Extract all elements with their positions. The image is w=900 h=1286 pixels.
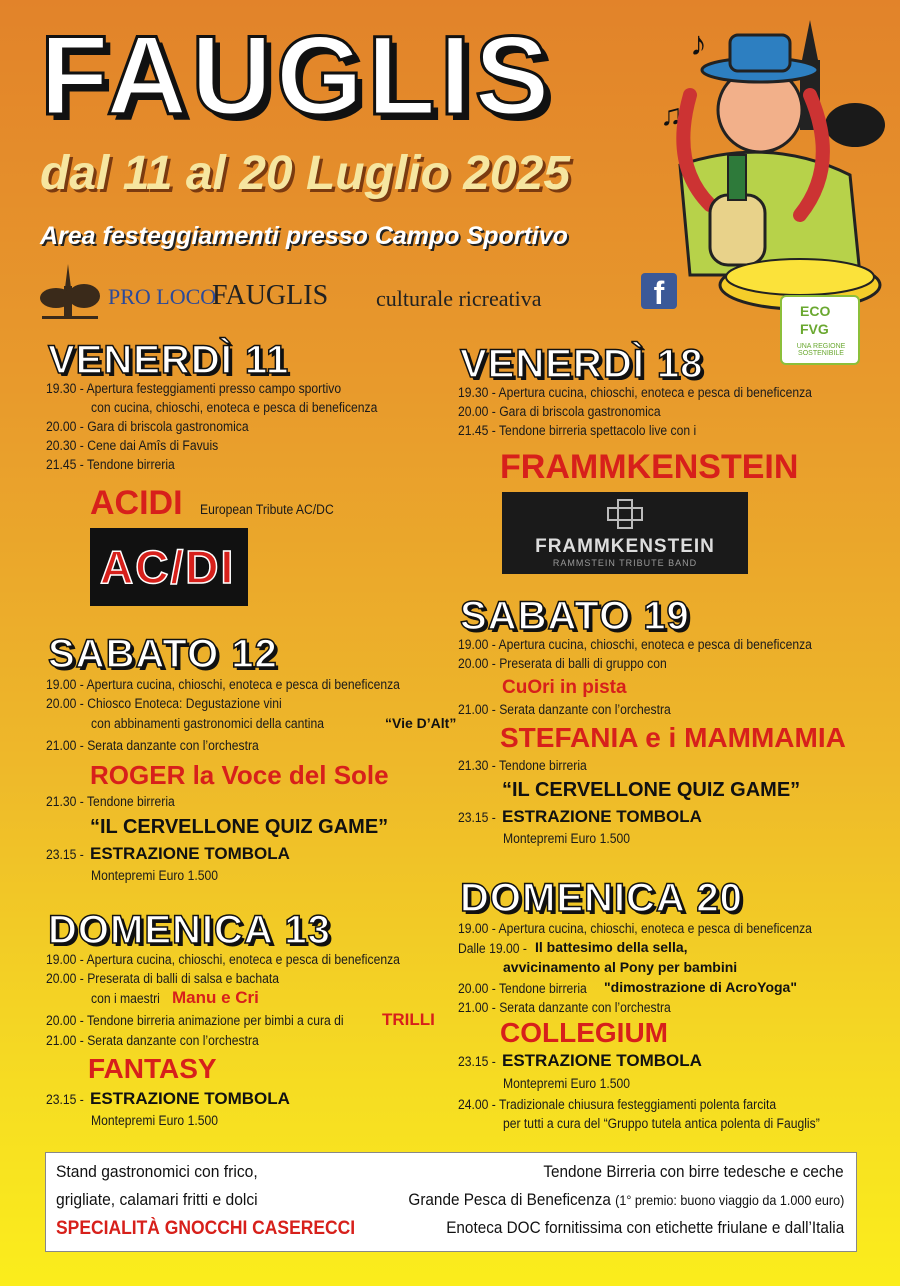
enoteca-line: Enoteca DOC fornitissima con etichette friulane e dall’Italia (446, 1218, 844, 1237)
festival-dates: dal 11 al 20 Luglio 2025 (40, 147, 571, 200)
prize-line: Montepremi Euro 1.500 (503, 1076, 630, 1091)
event-line: 21.00 - Serata danzante con l’orchestra (458, 1000, 671, 1015)
eco-fvg-badge (780, 295, 860, 365)
beer-tent-line: Tendone Birreria con birre tedesche e ceche (543, 1162, 844, 1181)
frammkenstein-logo-sub: RAMMSTEIN TRIBUTE BAND (552, 558, 698, 568)
group-name: CuOri in pista (502, 677, 627, 698)
tombola-title: ESTRAZIONE TOMBOLA (502, 807, 702, 826)
event-line: per tutti a cura del “Gruppo tutela antica polenta di Fauglis” (503, 1116, 820, 1131)
event-line: 20.00 - Preserata di balli di gruppo con (458, 656, 667, 671)
band-name: STEFANIA e i MAMMAMIA (500, 722, 846, 753)
acidi-logo-text: AC/DI (100, 541, 236, 593)
event-time: 23.15 - (458, 1054, 496, 1069)
event-line: 21.45 - Tendone birreria (46, 457, 175, 472)
festival-title: FAUGLIS (40, 13, 554, 138)
acidi-logo (90, 528, 248, 606)
facebook-icon[interactable]: f (641, 273, 677, 309)
prize-line: Montepremi Euro 1.500 (503, 831, 630, 846)
day-heading-domenica-20: DOMENICA 20 (460, 876, 743, 920)
pony-event: Il battesimo della sella, (535, 939, 688, 955)
svg-text:♫: ♫ (660, 99, 683, 132)
church-tree-logo-icon (38, 258, 104, 326)
event-line: 21.45 - Tendone birreria spettacolo live con i (458, 423, 697, 438)
winery-name: “Vie D’Alt” (385, 715, 457, 731)
event-line: 21.30 - Tendone birreria (46, 794, 175, 809)
event-line: con cucina, chioschi, enoteca e pesca di beneficenza (91, 400, 378, 415)
food-stand-line: grigliate, calamari fritti e dolci (56, 1190, 258, 1209)
quiz-title: “IL CERVELLONE QUIZ GAME” (90, 816, 389, 838)
event-line: con abbinamenti gastronomici della cantina (91, 716, 325, 731)
event-line: 19.30 - Apertura festeggiamenti presso campo sportivo (46, 381, 342, 396)
event-line: 21.00 - Serata danzante con l’orchestra (46, 1033, 259, 1048)
band-name: ACIDI (90, 484, 183, 522)
event-line: 24.00 - Tradizionale chiusura festeggiamenti polenta farcita (458, 1097, 777, 1112)
prize-line: Montepremi Euro 1.500 (91, 1113, 218, 1128)
tombola-title: ESTRAZIONE TOMBOLA (90, 1089, 290, 1108)
event-time: 23.15 - (458, 810, 496, 825)
quiz-title: “IL CERVELLONE QUIZ GAME” (502, 779, 801, 801)
charity-line (408, 1191, 844, 1208)
event-line: 19.00 - Apertura cucina, chioschi, enoteca e pesca di beneficenza (46, 952, 400, 967)
event-line: 21.00 - Serata danzante con l’orchestra (46, 738, 259, 753)
day-heading-venerdi-18: VENERDÌ 18 (460, 342, 704, 386)
tombola-title: ESTRAZIONE TOMBOLA (502, 1051, 702, 1070)
event-line: 20.00 - Tendone birreria animazione per bimbi a cura di (46, 1013, 344, 1028)
prize-line: Montepremi Euro 1.500 (91, 868, 218, 883)
proloco-subtitle: culturale ricreativa (376, 286, 542, 311)
event-line: 20.00 - Chiosco Enoteca: Degustazione vini (46, 696, 282, 711)
fvg-label: FVG (800, 321, 829, 337)
pony-event-detail: avvicinamento al Pony per bambini (503, 959, 738, 975)
animation-name: TRILLI (382, 1010, 435, 1029)
tombola-title: ESTRAZIONE TOMBOLA (90, 844, 290, 863)
day-heading-domenica-13: DOMENICA 13 (48, 908, 331, 952)
event-line: 20.00 - Tendone birreria (458, 981, 587, 996)
event-line: 20.00 - Gara di briscola gastronomica (458, 404, 661, 419)
eco-label: ECO (800, 303, 831, 319)
band-name: ROGER la Voce del Sole (90, 760, 389, 790)
food-stand-line: Stand gastronomici con frico, (56, 1162, 258, 1181)
mascot-illustration-icon (650, 15, 890, 335)
event-line: 19.30 - Apertura cucina, chioschi, enoteca e pesca di beneficenza (458, 385, 812, 400)
band-name: FANTASY (88, 1053, 217, 1084)
event-time: Dalle 19.00 - (458, 941, 527, 956)
festival-venue: Area festeggiamenti presso Campo Sportivo (40, 222, 568, 250)
info-box (45, 1152, 857, 1252)
day-heading-venerdi-11: VENERDÌ 11 (48, 338, 290, 382)
event-line: 19.00 - Apertura cucina, chioschi, enoteca e pesca di beneficenza (458, 637, 812, 652)
day-heading-sabato-19: SABATO 19 (460, 594, 690, 638)
charity-prize: (1° premio: buono viaggio da 1.000 euro) (614, 1192, 844, 1208)
event-line: con i maestri (91, 991, 160, 1006)
instructors-name: Manu e Cri (172, 988, 259, 1007)
band-subtitle: European Tribute AC/DC (200, 502, 334, 517)
frammkenstein-logo-text: FRAMMKENSTEIN (535, 536, 715, 557)
band-name: FRAMMKENSTEIN (500, 448, 799, 486)
event-line: 19.00 - Apertura cucina, chioschi, enoteca e pesca di beneficenza (458, 921, 812, 936)
event-line: 21.00 - Serata danzante con l’orchestra (458, 702, 671, 717)
proloco-label: PRO LOCO (108, 284, 217, 309)
event-time: 23.15 - (46, 847, 84, 862)
band-name: COLLEGIUM (500, 1017, 668, 1048)
charity-title: Grande Pesca di Beneficenza (408, 1190, 611, 1209)
event-line: 21.30 - Tendone birreria (458, 758, 587, 773)
event-line: 20.30 - Cene dai Amîs di Favuis (46, 438, 219, 453)
event-line: 19.00 - Apertura cucina, chioschi, enoteca e pesca di beneficenza (46, 677, 400, 692)
event-line: 20.00 - Preserata di balli di salsa e bachata (46, 971, 280, 986)
eco-tagline: UNA REGIONE SOSTENIBILE (796, 343, 846, 357)
proloco-name: FAUGLIS (212, 280, 329, 311)
specialty-line: SPECIALITÀ GNOCCHI CASERECCI (56, 1218, 356, 1239)
event-time: 23.15 - (46, 1092, 84, 1107)
day-heading-sabato-12: SABATO 12 (48, 632, 278, 676)
event-line: 20.00 - Gara di briscola gastronomica (46, 419, 249, 434)
frammkenstein-logo (502, 492, 748, 574)
cross-logo-icon (606, 498, 644, 530)
svg-text:♪: ♪ (690, 25, 707, 63)
acroyoga-event: "dimostrazione di AcroYoga" (604, 979, 797, 995)
